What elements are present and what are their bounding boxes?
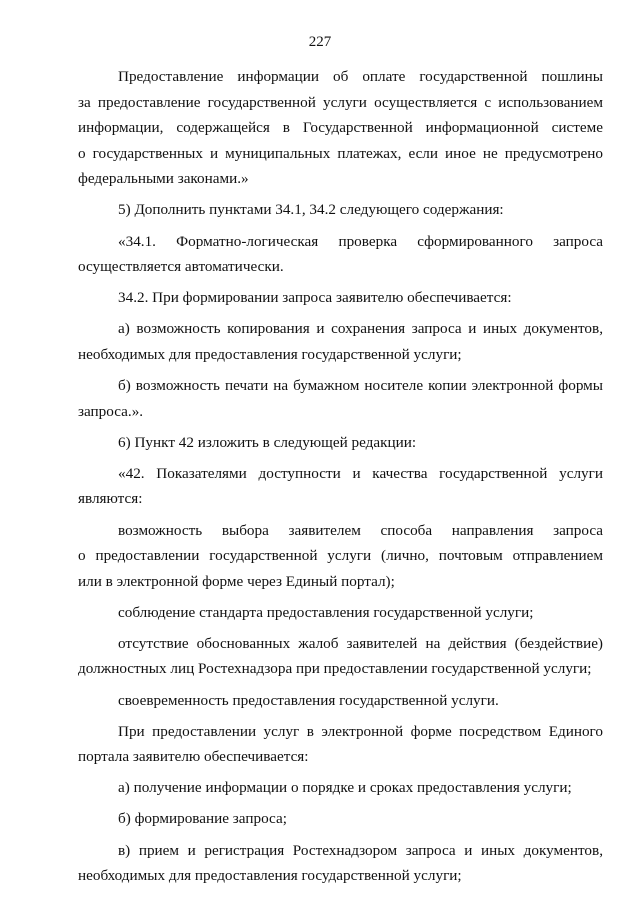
text-line: в) прием и регистрация Ростехнадзором запроса и иных документов, xyxy=(118,841,603,859)
text-line: о государственных и муниципальных платежах, если иное не предусмотрено xyxy=(78,144,603,162)
text-line: федеральными законами.» xyxy=(78,170,249,188)
text-line: отсутствие обоснованных жалоб заявителей на действия (бездействие) xyxy=(118,634,603,652)
text-line: информации, содержащейся в Государственной информационной системе xyxy=(78,119,603,137)
text-line: являются: xyxy=(78,490,143,508)
paragraph xyxy=(78,316,603,367)
text-line: Предоставление информации об оплате государственной пошлины xyxy=(118,68,603,85)
document-body xyxy=(78,64,603,889)
paragraph xyxy=(78,838,603,889)
paragraph xyxy=(78,64,603,192)
paragraph xyxy=(78,229,603,280)
paragraph xyxy=(78,285,603,311)
text-line: 5) Дополнить пунктами 34.1, 34.2 следующего содержания: xyxy=(118,201,504,219)
text-line: запроса.». xyxy=(78,402,144,420)
paragraph xyxy=(78,775,603,801)
text-line: необходимых для предоставления государственной услуги; xyxy=(78,345,462,363)
paragraph xyxy=(78,688,603,714)
text-line: б) возможность печати на бумажном носителе копии электронной формы xyxy=(118,377,603,395)
text-line: возможность выбора заявителем способа направления запроса xyxy=(118,521,603,539)
paragraph xyxy=(78,719,603,770)
text-line: При предоставлении услуг в электронной форме посредством Единого xyxy=(118,722,603,740)
text-line: портала заявителю обеспечивается: xyxy=(78,748,309,766)
paragraph xyxy=(78,430,603,456)
page-number: 227 xyxy=(308,34,332,50)
text-line: «42. Показателями доступности и качества государственной услуги xyxy=(118,464,603,482)
paragraph xyxy=(78,806,603,832)
paragraph xyxy=(78,197,603,223)
text-line: за предоставление государственной услуги осуществляется с использованием xyxy=(78,93,603,111)
text-line: осуществляется автоматически. xyxy=(78,258,284,276)
paragraph xyxy=(78,600,603,626)
text-line: 34.2. При формировании запроса заявителю обеспечивается: xyxy=(118,289,512,307)
text-line: своевременность предоставления государственной услуги. xyxy=(118,691,499,709)
text-line: а) получение информации о порядке и сроках предоставления услуги; xyxy=(118,779,572,797)
text-line: или в электронной форме через Единый портал); xyxy=(78,572,395,590)
text-line: б) формирование запроса; xyxy=(118,810,287,828)
paragraph xyxy=(78,518,603,595)
text-line: о предоставлении государственной услуги (лично, почтовым отправлением xyxy=(78,547,603,565)
text-line: соблюдение стандарта предоставления государственной услуги; xyxy=(118,603,534,621)
text-line: должностных лиц Ростехнадзора при предоставлении государственной услуги; xyxy=(78,660,592,678)
paragraph xyxy=(78,461,603,512)
text-line: 6) Пункт 42 изложить в следующей редакции: xyxy=(118,433,417,451)
text-line: «34.1. Форматно-логическая проверка сформированного запроса xyxy=(118,232,603,250)
paragraph xyxy=(78,631,603,682)
text-line: а) возможность копирования и сохранения запроса и иных документов, xyxy=(118,320,603,338)
paragraph xyxy=(78,373,603,424)
text-line: необходимых для предоставления государственной услуги; xyxy=(78,867,462,885)
